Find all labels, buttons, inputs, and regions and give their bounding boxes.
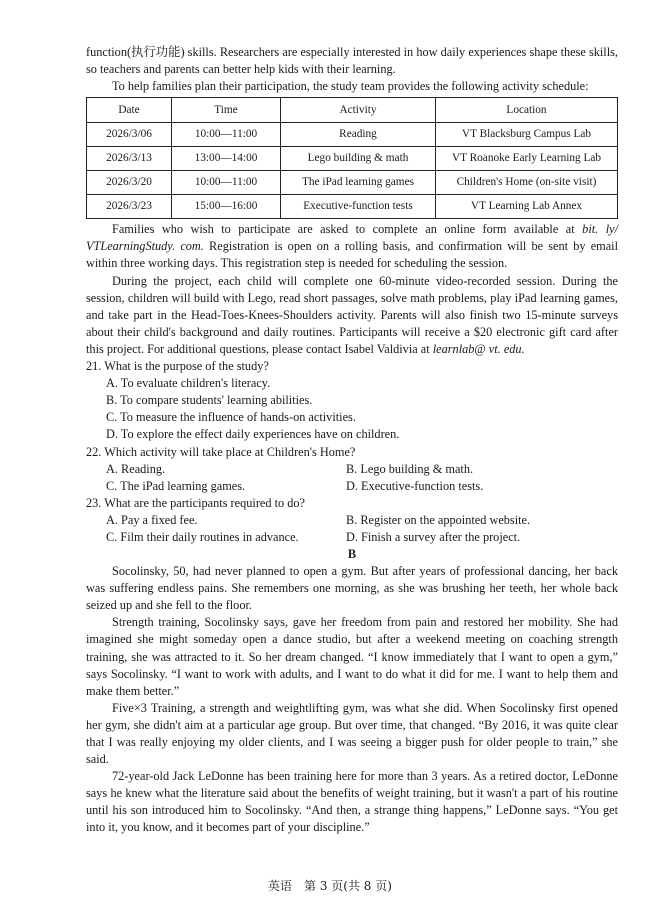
project-paragraph (86, 273, 618, 358)
schedule-header-row (87, 98, 618, 123)
option-b: B. To compare students' learning abilities. (106, 393, 313, 408)
passage-b-paragraph-4: 72-year-old Jack LeDonne has been training here for more than 3 years. As a retired doctor, LeDonne says he knew what the literature said about the benefits of weight training, but it wasn't a part of his routine until his son introduced him to Socolinsky. “And then, a strange thing happens,” LeDonne says. “You get into it, you know, and it becomes part of your discipline.” (86, 769, 618, 835)
option-d: D. Executive-function tests. (346, 478, 484, 493)
passage-b-paragraph-2: Strength training, Socolinsky says, gave her freedom from pain and restored her mobility. She had imagined she might someday open a dance studio, but after a weekend meeting on coaching strength training, she was attracted to it. So her dream changed. “I know immediately that I want to open a gym,” says Socolinsky. “I want to work with adults, and I want to do what it did for me. I want to help them and make them better.” (86, 615, 618, 698)
cell-time: 10:00—11:00 (172, 171, 281, 195)
option-b: B. Lego building & math. (346, 461, 474, 476)
question-stem: 22. Which activity will take place at Children's Home? (86, 444, 356, 459)
passage-b-paragraph-3: Five×3 Training, a strength and weightlifting gym, was what she did. When Socolinsky first opened her gym, she didn't aim at a particular age group. But over time, that changed. “By 2016, it was quite clear that I was really enjoying my older clients, and I was seeing a bigger push for older people to train,” she said. (86, 700, 618, 767)
project-text: During the project, each child will complete one 60-minute video-recorded session. During the session, children will build with Lego, read short passages, solve math problems, play iPad learning games, and take part in the Head-Toes-Knees-Shoulders activity. Parents will also finish two 15-minute surveys about their child's background and daily routines. Participants will receive a $20 electronic gift card after this project. For additional questions, please contact Isabel Valdivia at (86, 273, 618, 356)
option-d: D. Finish a survey after the project. (346, 529, 521, 544)
question-23 (86, 495, 618, 546)
cell-location: Children's Home (on-site visit) (436, 171, 618, 195)
cell-activity: The iPad learning games (281, 171, 436, 195)
contact-email: learnlab@ vt. edu. (432, 341, 525, 356)
cell-time: 13:00—14:00 (172, 147, 281, 171)
option-a: A. Pay a fixed fee. (106, 512, 198, 527)
option-d: D. To explore the effect daily experiences have on children. (106, 427, 400, 442)
cell-date: 2026/3/23 (87, 195, 172, 219)
cell-date: 2026/3/20 (87, 171, 172, 195)
header-time: Time (172, 98, 281, 123)
table-row (87, 171, 618, 195)
options-row (86, 529, 618, 546)
cell-time: 10:00—11:00 (172, 123, 281, 147)
cell-activity: Reading (281, 123, 436, 147)
section-label: B (347, 547, 357, 562)
registration-text-after: Registration is open on a rolling basis, and confirmation will be sent by email within three working days. This registration step is needed for scheduling the session. (86, 239, 619, 271)
table-row (87, 195, 618, 219)
options-row (86, 478, 618, 495)
cell-activity: Executive-function tests (281, 195, 436, 219)
options-row (86, 512, 618, 529)
cell-location: VT Roanoke Early Learning Lab (436, 147, 618, 171)
registration-paragraph (86, 221, 618, 272)
table-row (87, 147, 618, 171)
option-b: B. Register on the appointed website. (346, 512, 531, 527)
question-21 (86, 358, 618, 443)
cell-activity: Lego building & math (281, 147, 436, 171)
cell-date: 2026/3/06 (87, 123, 172, 147)
schedule-table (86, 97, 618, 219)
registration-text-before: Families who wish to participate are asked to complete an online form available at (112, 222, 583, 237)
options-row (86, 461, 618, 478)
option-c: C. The iPad learning games. (106, 478, 246, 493)
header-location: Location (436, 98, 618, 123)
registration-link: bit. ly/ VTLearningStudy. com. (86, 222, 619, 254)
table-row (87, 123, 618, 147)
intro-paragraph-1: function(执行功能) skills. Researchers are especially interested in how daily experiences shape these skills, so teachers and parents can better help kids with their learning. (86, 45, 618, 77)
option-c: C. To measure the influence of hands-on activities. (106, 410, 356, 425)
cell-location: VT Learning Lab Annex (436, 195, 618, 219)
page-content (86, 44, 618, 837)
option-a: A. Reading. (106, 461, 166, 476)
passage-b-paragraph-1: Socolinsky, 50, had never planned to open a gym. But after years of professional dancing, her back was suffering endless pains. She remembers one morning, as she was brushing her teeth, her whole back seized up and she fell to the floor. (86, 564, 618, 613)
cell-time: 15:00—16:00 (172, 195, 281, 219)
cell-location: VT Blacksburg Campus Lab (436, 123, 618, 147)
cell-date: 2026/3/13 (87, 147, 172, 171)
question-stem: 21. What is the purpose of the study? (86, 359, 269, 374)
option-c: C. Film their daily routines in advance. (106, 529, 299, 544)
option-a: A. To evaluate children's literacy. (106, 376, 271, 391)
header-activity: Activity (281, 98, 436, 123)
page-footer: 英语 第 3 页(共 8 页) (268, 879, 392, 893)
header-date: Date (87, 98, 172, 123)
question-stem: 23. What are the participants required to do? (86, 495, 305, 510)
question-22 (86, 444, 618, 495)
intro-paragraph-2: To help families plan their participation, the study team provides the following activity schedule: (112, 79, 589, 94)
